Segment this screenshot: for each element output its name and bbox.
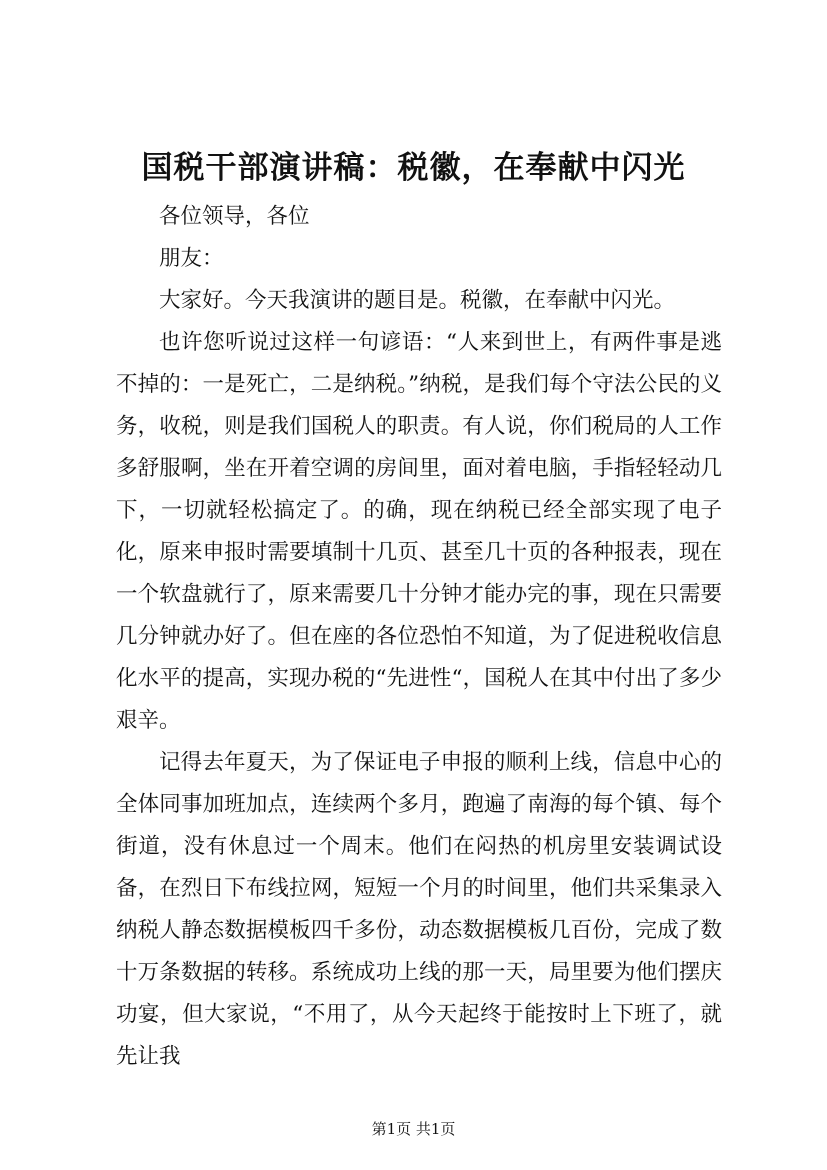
salutation-line-1: 各位领导，各位 [159, 204, 310, 229]
document-title: 国税干部演讲稿：税徽，在奉献中闪光 [141, 150, 686, 186]
salutation-line-2: 朋友： [159, 246, 224, 271]
greeting-paragraph: 大家好。今天我演讲的题目是。税徽，在奉献中闪光。 [159, 288, 676, 313]
document-body [116, 196, 722, 1078]
page-footer: 第1页 共1页 [371, 1120, 456, 1138]
body-paragraph-2: 记得去年夏天，为了保证电子申报的顺利上线，信息中心的全体同事加班加点，连续两个多月，跑遍了南海的每个镇、每个街道，没有休息过一个周末。他们在闷热的机房里安装调试设备，在烈日下布线拉网，短短一个月的时间里，他们共采集录入纳税人静态数据模板四千多份，动态数据模板几百份，完成了数十万条数据的转移。系统成功上线的那一天，局里要为他们摆庆功宴，但大家说，“不用了，从今天起终于能按时上下班了，就先让我 [116, 750, 722, 1069]
body-paragraph-1: 也许您听说过这样一句谚语：“人来到世上，有两件事是逃不掉的：一是死亡，二是纳税。”纳税，是我们每个守法公民的义务，收税，则是我们国税人的职责。有人说，你们税局的人工作多舒服啊，坐在开着空调的房间里，面对着电脑，手指轻轻动几下，一切就轻松搞定了。的确，现在纳税已经全部实现了电子化，原来申报时需要填制十几页、甚至几十页的各种报表，现在一个软盘就行了，原来需要几十分钟才能办完的事，现在只需要几分钟就办好了。但在座的各位恐怕不知道，为了促进税收信息化水平的提高，实现办税的“先进性“，国税人在其中付出了多少艰辛。 [116, 330, 722, 733]
